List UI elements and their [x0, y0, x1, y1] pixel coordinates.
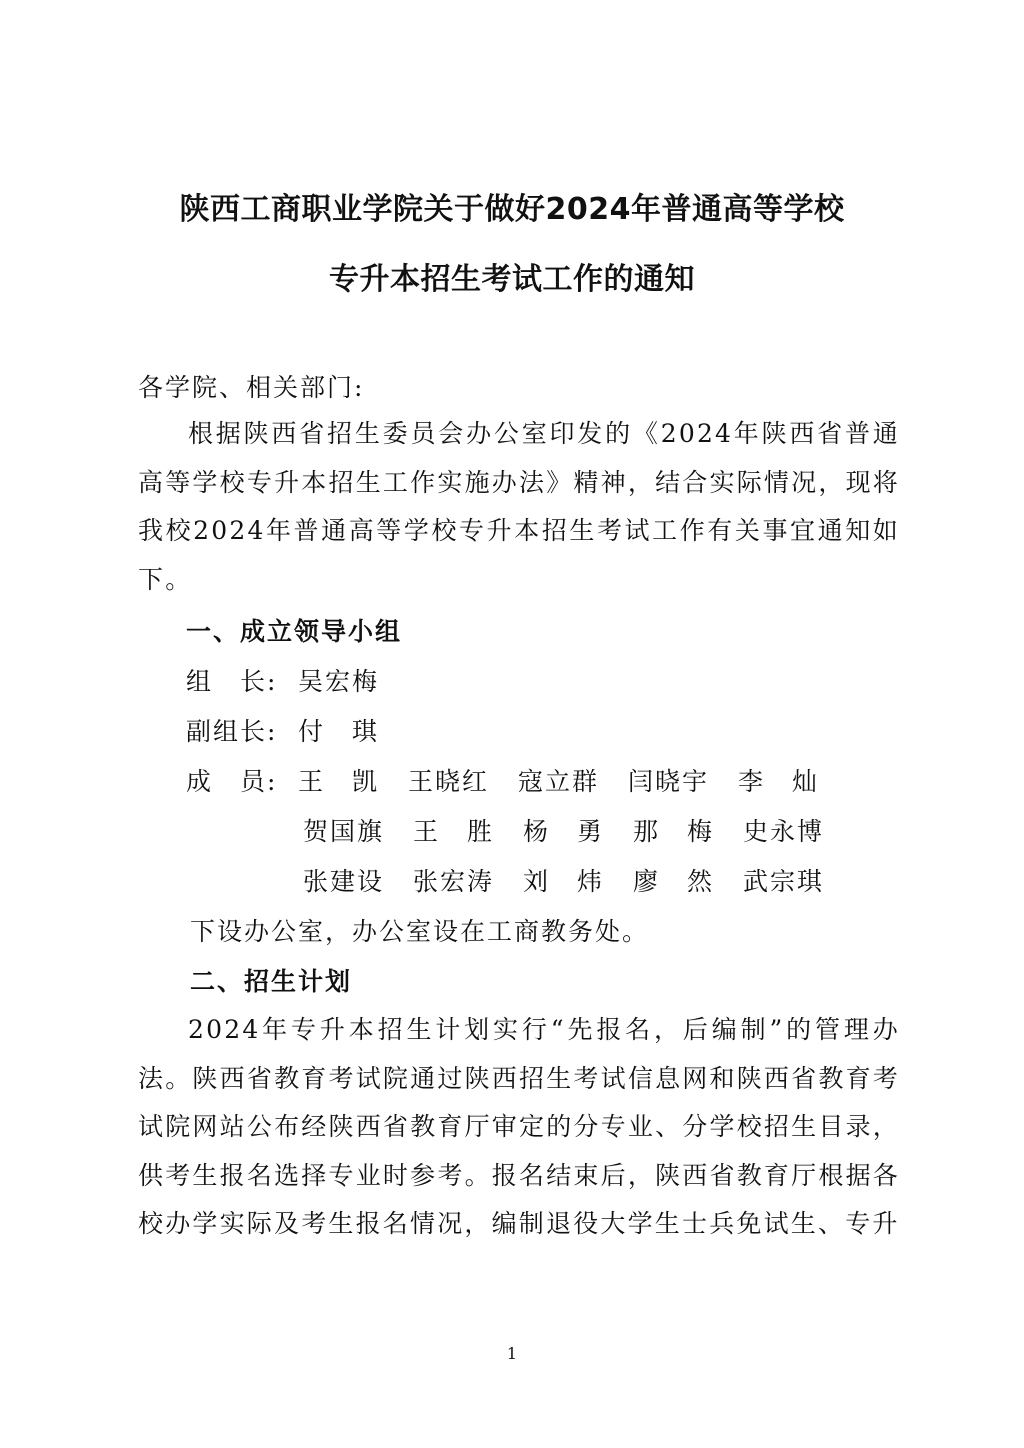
member-name: 王 胜	[413, 817, 495, 846]
member-name: 刘 炜	[523, 867, 605, 896]
member-name: 张建设	[303, 867, 385, 896]
deputy-name: 付 琪	[298, 717, 380, 746]
document-title-line-2: 专升本招生考试工作的通知	[329, 262, 695, 297]
section-1-heading: 一、成立领导小组	[186, 617, 403, 646]
salutation: 各学院、相关部门:	[138, 373, 365, 402]
member-name: 王晓红	[408, 767, 490, 796]
member-name: 张宏涛	[413, 867, 495, 896]
member-name: 闫晓宇	[628, 767, 710, 796]
deputy-label: 副组长:	[186, 717, 278, 746]
member-name: 武宗琪	[743, 867, 825, 896]
members-row-3	[303, 862, 853, 898]
members-row-1	[298, 762, 848, 798]
member-name: 寇立群	[518, 767, 600, 796]
leader-label: 组 长:	[186, 667, 278, 696]
members-label: 成 员:	[186, 767, 278, 796]
leader-name: 吴宏梅	[298, 667, 380, 696]
member-name: 廖 然	[633, 867, 715, 896]
member-name: 贺国旗	[303, 817, 385, 846]
member-name: 王 凯	[298, 767, 380, 796]
page-number: 1	[506, 1344, 518, 1363]
document-title-line-1: 陕西工商职业学院关于做好2024年普通高等学校	[179, 192, 845, 227]
member-name: 史永博	[743, 817, 825, 846]
section-2-paragraph: 2024年专升本招生计划实行“先报名，后编制”的管理办法。陕西省教育考试院通过陕西招生考试信息网和陕西省教育考试院网站公布经陕西省教育厅审定的分专业、分学校招生目录，供考生报名选择专业时参考。报名结束后，陕西省教育厅根据各校办学实际及考生报名情况，编制退役大学生士兵免试生、专升	[138, 1015, 900, 1238]
member-name: 李 灿	[738, 767, 820, 796]
section-2-heading: 二、招生计划	[190, 967, 353, 996]
member-name: 杨 勇	[523, 817, 605, 846]
office-note: 下设办公室，办公室设在工商教务处。	[190, 917, 650, 946]
member-name: 那 梅	[633, 817, 715, 846]
members-row-2	[303, 812, 853, 848]
intro-paragraph: 根据陕西省招生委员会办公室印发的《2024年陕西省普通高等学校专升本招生工作实施办法》精神，结合实际情况，现将我校2024年普通高等学校专升本招生考试工作有关事宜通知如下。	[138, 419, 900, 594]
